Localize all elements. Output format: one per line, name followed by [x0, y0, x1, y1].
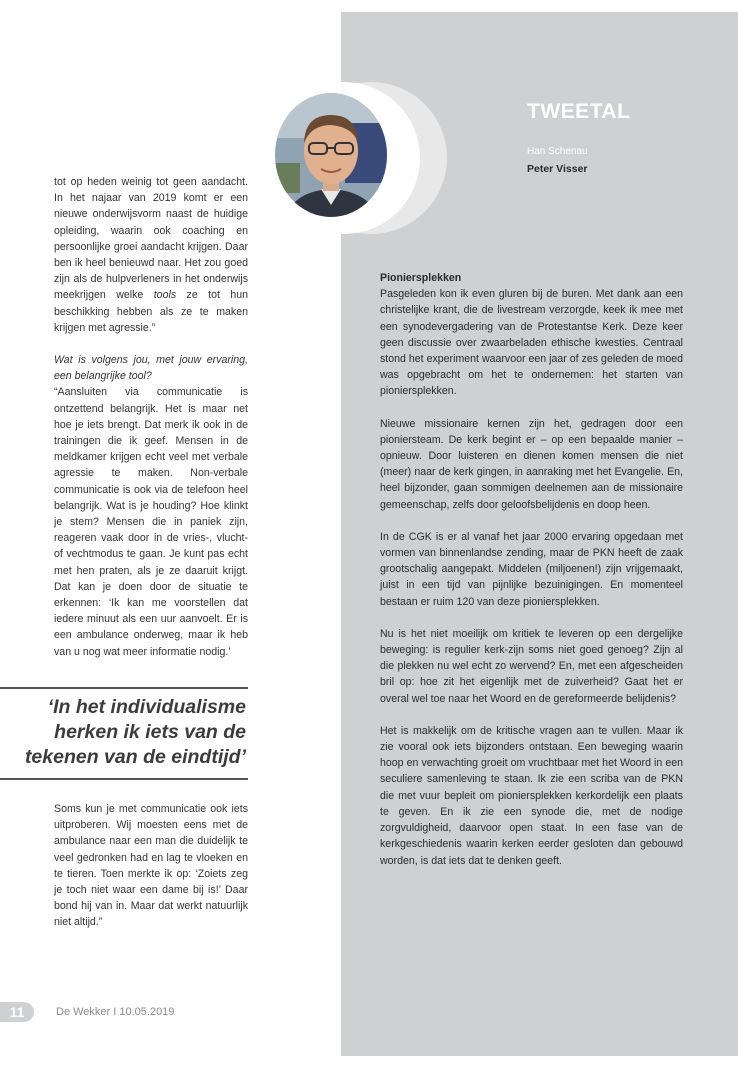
pull-quote: ‘In het individualisme herken ik iets van de tekenen van de eindtijd’ — [24, 696, 246, 768]
article-paragraph: In de CGK is er al vanaf het jaar 2000 ervaring opgedaan met vormen van binnenlandse zending, maar de PKN heeft de zaak grootschalig aangepakt. Middelen (miljoenen!) zijn vrijgemaakt, juist in een tijd van pijnlijke bezuinigingen. En momenteel bestaan er ruim 120 van deze pioniersplekken. — [380, 530, 683, 608]
author-portrait — [275, 93, 387, 217]
paragraph-text: ze tot hun beschikking hebben als ze te maken krijgen met agressie.” — [54, 289, 249, 334]
interview-answer: “Aansluiten via communicatie is ontzettend belangrijk. Het is maar net hoe je iets brengt. Dat merk ik ook in de trainingen die ik geef. Mensen in de meldkamer krijgen echt veel met verbale agressie te maken. Non-verbale communicatie is ook via de telefoon heel belangrijk. Wat is je houding? Hoe klinkt je stem? Mensen die in paniek zijn, reageren vaak door in de vries-, vlucht- of vechtmodus te gaan. Je kunt pas echt met hen praten, als je ze daaruit krijgt. Dat kan je doen door de situatie te erkennen: ‘Ik kan me voorstellen dat iedere minuut als een uur aanvoelt. Er is een ambulance onderweg, maar ik heb van u nog wat meer informatie nodig.’ — [54, 386, 248, 658]
article-paragraph: Nieuwe missionaire kernen zijn het, gedragen door een pioniersteam. De kerk begint er – op een bepaalde manier – opnieuw. Door luisteren en dienen komen mensen die niet (meer) naar de kerk gingen, in aanraking met het Evangelie. En, heel bijzonder, gaan sommigen deelnemen aan de missionaire gemeenschap, zelfs door geloofsbelijdenis en doop heen. — [380, 417, 683, 511]
article-paragraph: Nu is het niet moeilijk om kritiek te leveren op een dergelijke beweging: is regulier kerk-zijn soms niet goed genoeg? Zijn al die plekken nu wel echt zo wervend? En, met een afgescheiden bril op: hoe zit het eigenlijk met de zuiverheid? Gaat het er overal wel toe naar het Woord en de gereformeerde belijdenis? — [380, 627, 683, 705]
author-name-2: Peter Visser — [527, 163, 588, 175]
article-heading: Pioniersplekken — [380, 272, 462, 284]
publication-info: De Wekker I 10.05.2019 — [56, 1006, 175, 1018]
column-article — [380, 270, 683, 885]
interview-paragraph — [54, 174, 248, 336]
article-paragraph: Het is makkelijk om de kritische vragen aan te vullen. Maar ik zie vooral ook iets bijzonders ontstaan. Een beweging waarin hoop en verwachting groeit om vruchtbaar met het Woord in een seculiere samenleving te staan. Ik zie een scriba van de PKN die met vuur bepleit om pioniersplekken kerkordelijk een plaats te geven. En ik zie een synode die, met de nodige zorgvuldigheid, daarvoor open staat. In een fase van de kerkgeschiedenis waarin kerken eerder gesloten dan gebouwd worden, is dat iets dat te denken geeft. — [380, 724, 683, 867]
interview-paragraph: Soms kun je met communicatie ook iets uitproberen. Wij moesten eens met de ambulance naar een man die duidelijk te veel gedronken had en lag te vloeken en te tieren. Toen merkte ik op: ‘Zoiets zeg je toch niet waar een dame bij is!’ Daar bond hij van in. Maar dat werkt natuurlijk niet altijd.” — [54, 803, 248, 929]
interview-question: Wat is volgens jou, met jouw ervaring, een belangrijke tool? — [54, 354, 248, 383]
pull-quote-rule-bottom — [0, 778, 248, 780]
paragraph-italic: tools — [153, 289, 177, 302]
author-name-1: Han Schenau — [527, 146, 588, 157]
page-number: 11 — [0, 1002, 34, 1022]
paragraph-text: tot op heden weinig tot geen aandacht. In het najaar van 2019 komt er een nieuwe onderwijsvorm naast de huidige opleiding, waarin ook coaching en persoonlijke groei aandacht krijgen. Daar ben ik heel benieuwd naar. Het zou goed zijn als de hulpverleners in het onderwijs meekrijgen welke — [54, 176, 248, 302]
section-kicker: TWEETAL — [527, 100, 631, 123]
left-column-top — [54, 174, 248, 676]
article-paragraph: Pasgeleden kon ik even gluren bij de buren. Met dank aan een christelijke krant, die de livestream verzorgde, keek ik mee met een synodevergadering van de Protestantse Kerk. Deze keer geen discussie over zwaarbeladen ethische kwesties. Centraal stond het experiment waarvoor een jaar of zes geleden de moed was opgebracht om het te ondernemen: het starten van pioniersplekken. — [380, 288, 683, 398]
left-column-bottom — [54, 801, 248, 947]
pull-quote-block — [0, 687, 248, 780]
portrait-image — [275, 93, 387, 217]
page-footer — [0, 1002, 174, 1022]
